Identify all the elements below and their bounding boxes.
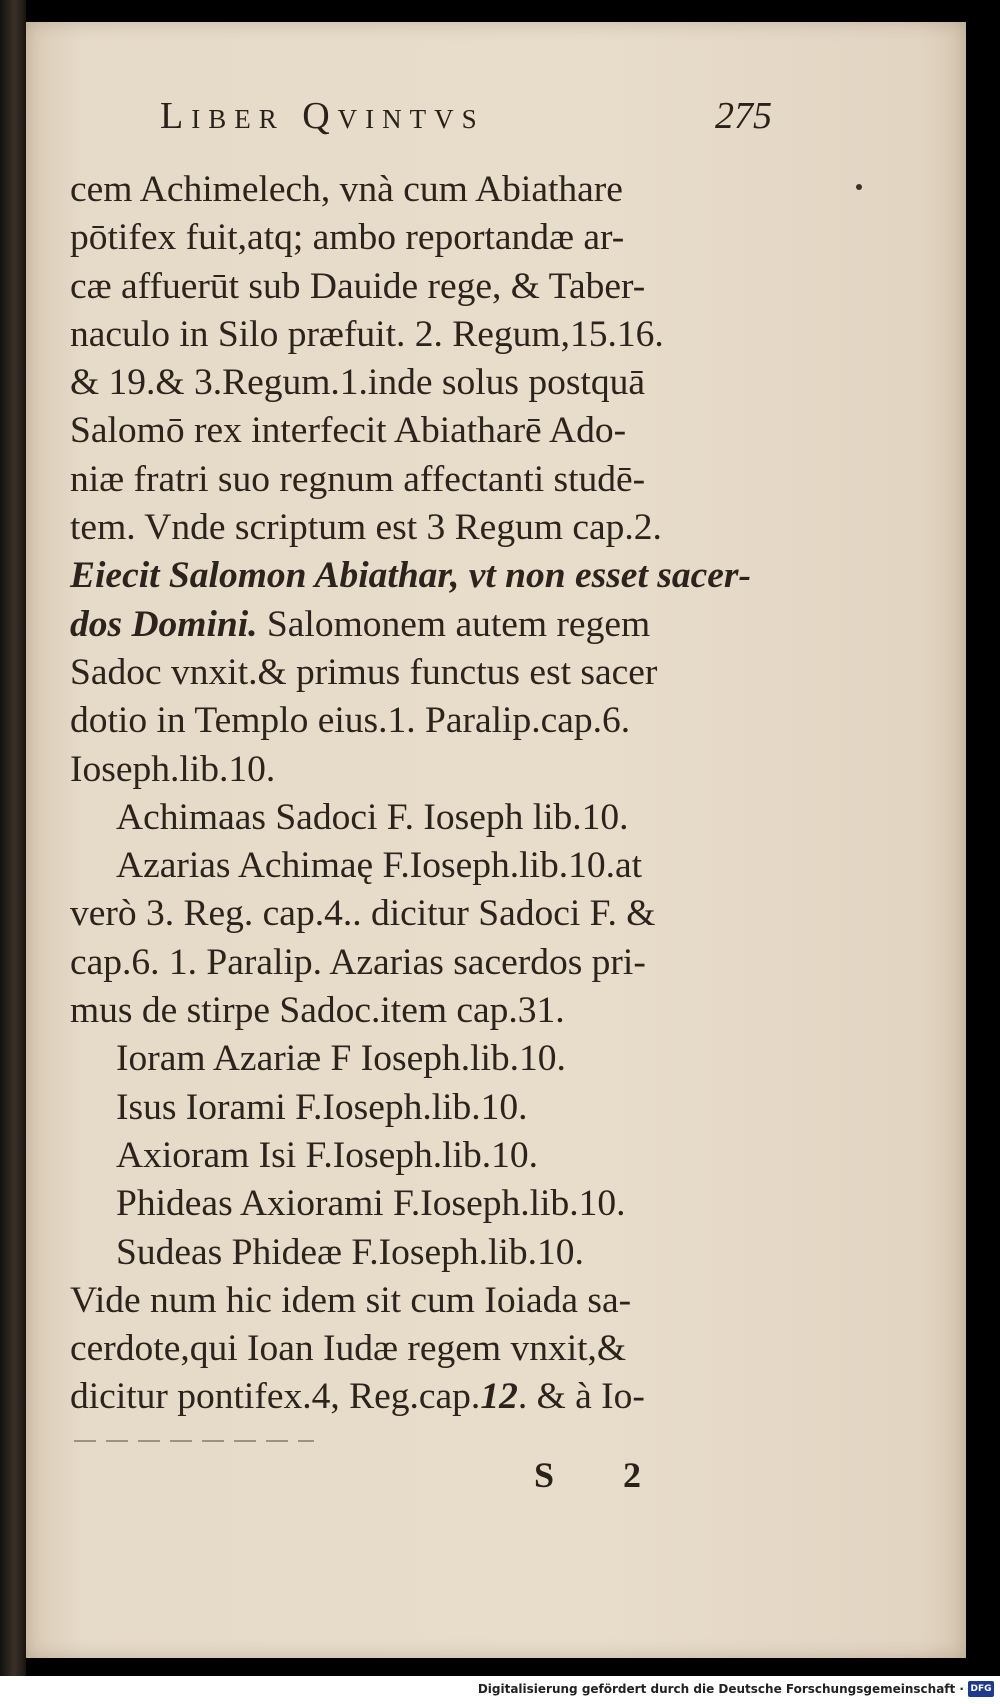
- running-head: [160, 94, 772, 154]
- text-line: naculo in Silo præfuit. 2. Regum,15.16.: [70, 313, 664, 355]
- text-run: . & à Io-: [517, 1376, 645, 1418]
- text-line: cæ affuerūt sub Dauide rege, & Taber-: [70, 265, 646, 307]
- text-line: Ioram Azariæ F Ioseph.lib.10.: [116, 1038, 566, 1080]
- text-line: tem. Vnde scriptum est 3 Regum cap.2.: [70, 507, 662, 549]
- text-line: Ioseph.lib.10.: [70, 748, 276, 790]
- text-line: & 19.& 3.Regum.1.inde solus postquā: [70, 362, 645, 404]
- running-head-title: Liber Qvintvs: [160, 95, 485, 137]
- text-line: mus de stirpe Sadoc.item cap.31.: [70, 990, 565, 1032]
- italic-number: 12: [480, 1376, 518, 1418]
- signature-mark: S 2: [534, 1455, 672, 1495]
- text-line-italic-quote: Eiecit Salomon Abiathar, vt non esset sacer-: [70, 555, 751, 597]
- text-run: Salomonem autem regem: [257, 603, 651, 645]
- text-line: Axioram Isi F.Ioseph.lib.10.: [116, 1134, 538, 1176]
- text-line: pōtifex fuit,atq; ambo reportandæ ar-: [70, 217, 625, 259]
- text-line: cerdote,qui Ioan Iudæ regem vnxit,&: [70, 1328, 627, 1370]
- text-line: Sadoc vnxit.& primus functus est sacer: [70, 651, 658, 693]
- text-line: dotio in Templo eius.1. Paralip.cap.6.: [70, 700, 631, 742]
- body-text: [70, 166, 790, 1422]
- text-line: Phideas Axiorami F.Ioseph.lib.10.: [116, 1183, 626, 1225]
- text-line: Achimaas Sadoci F. Ioseph lib.10.: [116, 796, 629, 838]
- ink-speck: [856, 184, 862, 190]
- text-line: Azarias Achimaę F.Ioseph.lib.10.at: [116, 845, 643, 887]
- text-line: Isus Iorami F.Ioseph.lib.10.: [116, 1086, 528, 1128]
- book-page: [26, 22, 966, 1658]
- text-line: Vide num hic idem sit cum Ioiada sa-: [70, 1279, 632, 1321]
- text-line-last: [70, 1373, 790, 1421]
- text-line: Sudeas Phideæ F.Ioseph.lib.10.: [116, 1231, 584, 1273]
- text-line: verò 3. Reg. cap.4.. dicitur Sadoci F. &: [70, 893, 656, 935]
- dfg-logo: DFG: [968, 1681, 994, 1697]
- page-number: 275: [715, 95, 772, 137]
- italic-quote-end: dos Domini.: [70, 603, 258, 645]
- book-spine: [0, 0, 26, 1704]
- text-line: Salomō rex interfecit Abiatharē Ado-: [70, 410, 627, 452]
- text-line: niæ fratri suo regnum affectanti studē-: [70, 458, 646, 500]
- text-line-mixed: [70, 601, 790, 649]
- footer-bar: [0, 1676, 1000, 1704]
- text-line: cap.6. 1. Paralip. Azarias sacerdos pri-: [70, 941, 646, 983]
- faded-rule: [74, 1440, 314, 1442]
- funding-credit: Digitalisierung gefördert durch die Deutsche Forschungsgemeinschaft ·: [477, 1682, 964, 1696]
- text-line: cem Achimelech, vnà cum Abiathare: [70, 169, 623, 210]
- text-run: dicitur pontifex.4, Reg.cap.: [70, 1376, 481, 1418]
